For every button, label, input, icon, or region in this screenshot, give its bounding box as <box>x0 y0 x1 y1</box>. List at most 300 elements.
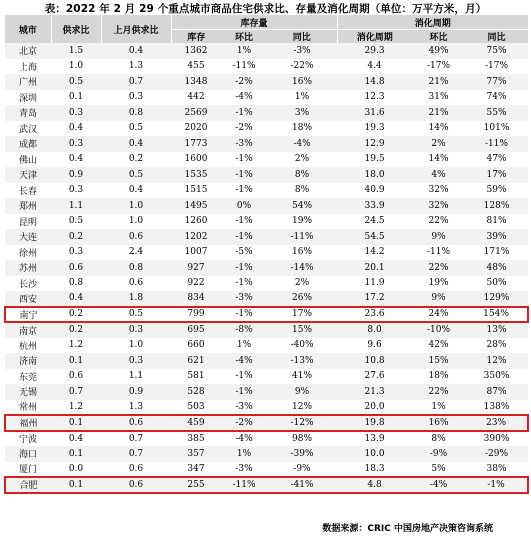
cycle-yoy-cell: 154% <box>465 307 528 323</box>
table-title: 表：2022 年 2 月 29 个重点城市商品住宅供求比、存量及消化周期（单位：万平方米，月） <box>44 3 487 15</box>
cycle-mom-cell: 32% <box>412 183 465 199</box>
header-inventory-group: 库存量 <box>171 15 337 30</box>
table-row <box>5 322 528 338</box>
cycle-cell: 4.8 <box>337 477 412 493</box>
cycle-cell: 19.5 <box>337 152 412 168</box>
cycle-mom-cell: 9% <box>412 291 465 307</box>
inventory-cell: 1495 <box>171 198 221 214</box>
inventory-mom-cell: -1% <box>221 105 267 121</box>
cycle-mom-cell: -11% <box>412 245 465 261</box>
last-month-cell: 0.5 <box>101 167 171 183</box>
city-cell: 深圳 <box>5 90 51 106</box>
inventory-mom-cell: 1% <box>221 338 267 354</box>
cycle-cell: 10.8 <box>337 353 412 369</box>
inventory-yoy-cell: 18% <box>267 121 337 137</box>
inventory-cell: 1348 <box>171 74 221 90</box>
table-row <box>5 198 528 214</box>
last-month-cell: 0.6 <box>101 477 171 493</box>
supply-demand-cell: 0.3 <box>51 245 101 261</box>
table-row <box>5 74 528 90</box>
cycle-yoy-cell: 47% <box>465 152 528 168</box>
inventory-cell: 442 <box>171 90 221 106</box>
table-row-highlighted <box>5 415 528 431</box>
supply-demand-cell: 0.6 <box>51 260 101 276</box>
inventory-yoy-cell: 17% <box>267 307 337 323</box>
inventory-mom-cell: -11% <box>221 477 267 493</box>
cycle-mom-cell: 32% <box>412 198 465 214</box>
inventory-yoy-cell: 16% <box>267 74 337 90</box>
supply-demand-cell: 0.1 <box>51 90 101 106</box>
cycle-cell: 40.9 <box>337 183 412 199</box>
city-cell: 成都 <box>5 136 51 152</box>
supply-demand-cell: 0.6 <box>51 369 101 385</box>
cycle-cell: 14.8 <box>337 74 412 90</box>
cycle-mom-cell: 16% <box>412 415 465 431</box>
inventory-yoy-cell: 15% <box>267 322 337 338</box>
cycle-yoy-cell: 75% <box>465 43 528 59</box>
cycle-mom-cell: 21% <box>412 74 465 90</box>
inventory-yoy-cell: -22% <box>267 59 337 75</box>
cycle-yoy-cell: 101% <box>465 121 528 137</box>
inventory-mom-cell: 0% <box>221 198 267 214</box>
city-cell: 大连 <box>5 229 51 245</box>
cycle-cell: 19.3 <box>337 121 412 137</box>
city-cell: 无锡 <box>5 384 51 400</box>
inventory-yoy-cell: -14% <box>267 260 337 276</box>
inventory-cell: 2020 <box>171 121 221 137</box>
inventory-yoy-cell: 2% <box>267 276 337 292</box>
inventory-mom-cell: -8% <box>221 322 267 338</box>
city-cell: 长春 <box>5 183 51 199</box>
cycle-mom-cell: 4% <box>412 167 465 183</box>
cycle-yoy-cell: 138% <box>465 400 528 416</box>
table-row <box>5 43 528 59</box>
table-row <box>5 338 528 354</box>
city-cell: 苏州 <box>5 260 51 276</box>
cycle-yoy-cell: 59% <box>465 183 528 199</box>
header-supply-demand: 供求比 <box>51 15 101 43</box>
inventory-yoy-cell: 2% <box>267 152 337 168</box>
cycle-cell: 12.9 <box>337 136 412 152</box>
cycle-yoy-cell: 390% <box>465 431 528 447</box>
inventory-cell: 922 <box>171 276 221 292</box>
cycle-yoy-cell: 50% <box>465 276 528 292</box>
inventory-yoy-cell: 9% <box>267 384 337 400</box>
supply-demand-cell: 1.1 <box>51 198 101 214</box>
supply-demand-cell: 0.1 <box>51 415 101 431</box>
inventory-mom-cell: -3% <box>221 136 267 152</box>
cycle-cell: 23.6 <box>337 307 412 323</box>
last-month-cell: 1.0 <box>101 338 171 354</box>
inventory-mom-cell: -3% <box>221 291 267 307</box>
last-month-cell: 0.8 <box>101 105 171 121</box>
inventory-yoy-cell: 26% <box>267 291 337 307</box>
cycle-mom-cell: 2% <box>412 136 465 152</box>
supply-demand-cell: 1.2 <box>51 400 101 416</box>
cycle-mom-cell: 49% <box>412 43 465 59</box>
cycle-yoy-cell: 171% <box>465 245 528 261</box>
city-cell: 南宁 <box>5 307 51 323</box>
cycle-yoy-cell: 13% <box>465 322 528 338</box>
city-cell: 海口 <box>5 446 51 462</box>
inventory-mom-cell: -11% <box>221 59 267 75</box>
cycle-mom-cell: 21% <box>412 105 465 121</box>
supply-demand-cell: 0.1 <box>51 477 101 493</box>
inventory-yoy-cell: -11% <box>267 229 337 245</box>
city-cell: 南京 <box>5 322 51 338</box>
cycle-cell: 9.6 <box>337 338 412 354</box>
last-month-cell: 0.5 <box>101 307 171 323</box>
inventory-cell: 528 <box>171 384 221 400</box>
last-month-cell: 0.3 <box>101 322 171 338</box>
inventory-mom-cell: -1% <box>221 276 267 292</box>
table-row <box>5 152 528 168</box>
cycle-cell: 8.0 <box>337 322 412 338</box>
cycle-mom-cell: 22% <box>412 214 465 230</box>
last-month-cell: 0.7 <box>101 74 171 90</box>
city-cell: 上海 <box>5 59 51 75</box>
cycle-yoy-cell: 39% <box>465 229 528 245</box>
table-row <box>5 353 528 369</box>
inventory-yoy-cell: 54% <box>267 198 337 214</box>
inventory-mom-cell: 1% <box>221 446 267 462</box>
inventory-cell: 660 <box>171 338 221 354</box>
last-month-cell: 0.3 <box>101 90 171 106</box>
inventory-mom-cell: -1% <box>221 183 267 199</box>
city-cell: 长沙 <box>5 276 51 292</box>
cycle-yoy-cell: 128% <box>465 198 528 214</box>
cycle-yoy-cell: 17% <box>465 167 528 183</box>
inventory-cell: 385 <box>171 431 221 447</box>
city-cell: 青岛 <box>5 105 51 121</box>
table-row <box>5 90 528 106</box>
supply-demand-cell: 0.1 <box>51 353 101 369</box>
inventory-cell: 459 <box>171 415 221 431</box>
header-inventory-mom: 环比 <box>221 30 267 44</box>
inventory-cell: 927 <box>171 260 221 276</box>
inventory-cell: 1260 <box>171 214 221 230</box>
inventory-cell: 1202 <box>171 229 221 245</box>
inventory-cell: 581 <box>171 369 221 385</box>
inventory-yoy-cell: 19% <box>267 214 337 230</box>
last-month-cell: 1.0 <box>101 214 171 230</box>
cycle-mom-cell: 22% <box>412 384 465 400</box>
table-row <box>5 214 528 230</box>
cycle-cell: 33.9 <box>337 198 412 214</box>
cycle-cell: 12.3 <box>337 90 412 106</box>
inventory-cell: 2569 <box>171 105 221 121</box>
cycle-yoy-cell: 87% <box>465 384 528 400</box>
table-row-highlighted <box>5 307 528 323</box>
last-month-cell: 0.4 <box>101 136 171 152</box>
cycle-yoy-cell: 77% <box>465 74 528 90</box>
inventory-yoy-cell: 3% <box>267 105 337 121</box>
inventory-mom-cell: -1% <box>221 307 267 323</box>
inventory-cell: 357 <box>171 446 221 462</box>
inventory-yoy-cell: -40% <box>267 338 337 354</box>
last-month-cell: 1.8 <box>101 291 171 307</box>
last-month-cell: 0.3 <box>101 353 171 369</box>
table-row <box>5 384 528 400</box>
header-inventory: 库存 <box>171 30 221 44</box>
last-month-cell: 0.8 <box>101 260 171 276</box>
last-month-cell: 0.4 <box>101 183 171 199</box>
cycle-yoy-cell: 48% <box>465 260 528 276</box>
cycle-cell: 20.0 <box>337 400 412 416</box>
cycle-yoy-cell: -17% <box>465 59 528 75</box>
supply-demand-cell: 0.1 <box>51 446 101 462</box>
last-month-cell: 0.4 <box>101 43 171 59</box>
supply-demand-cell: 0.2 <box>51 322 101 338</box>
cycle-yoy-cell: 74% <box>465 90 528 106</box>
last-month-cell: 0.6 <box>101 415 171 431</box>
table-row <box>5 369 528 385</box>
cycle-mom-cell: -10% <box>412 322 465 338</box>
cycle-yoy-cell: -29% <box>465 446 528 462</box>
city-cell: 郑州 <box>5 198 51 214</box>
inventory-cell: 1515 <box>171 183 221 199</box>
last-month-cell: 0.5 <box>101 121 171 137</box>
inventory-cell: 255 <box>171 477 221 493</box>
inventory-yoy-cell: 16% <box>267 245 337 261</box>
cycle-mom-cell: 22% <box>412 260 465 276</box>
supply-demand-cell: 0.3 <box>51 183 101 199</box>
cycle-cell: 18.3 <box>337 462 412 478</box>
header-city: 城市 <box>5 15 51 43</box>
table-row <box>5 462 528 478</box>
table-row <box>5 431 528 447</box>
last-month-cell: 0.9 <box>101 384 171 400</box>
cycle-yoy-cell: 350% <box>465 369 528 385</box>
city-cell: 济南 <box>5 353 51 369</box>
inventory-yoy-cell: -13% <box>267 353 337 369</box>
inventory-mom-cell: -1% <box>221 152 267 168</box>
inventory-yoy-cell: 8% <box>267 167 337 183</box>
city-cell: 合肥 <box>5 477 51 493</box>
inventory-yoy-cell: 41% <box>267 369 337 385</box>
cycle-cell: 21.3 <box>337 384 412 400</box>
last-month-cell: 1.3 <box>101 59 171 75</box>
inventory-mom-cell: -4% <box>221 353 267 369</box>
city-cell: 东莞 <box>5 369 51 385</box>
cycle-cell: 18.0 <box>337 167 412 183</box>
inventory-mom-cell: -4% <box>221 431 267 447</box>
supply-demand-cell: 0.3 <box>51 136 101 152</box>
cycle-yoy-cell: 55% <box>465 105 528 121</box>
inventory-cell: 1007 <box>171 245 221 261</box>
inventory-cell: 347 <box>171 462 221 478</box>
header-cycle-yoy: 同比 <box>465 30 528 44</box>
inventory-yoy-cell: -41% <box>267 477 337 493</box>
cycle-mom-cell: -17% <box>412 59 465 75</box>
table-row <box>5 276 528 292</box>
inventory-mom-cell: -2% <box>221 415 267 431</box>
cycle-yoy-cell: 23% <box>465 415 528 431</box>
inventory-mom-cell: -3% <box>221 400 267 416</box>
table-row <box>5 291 528 307</box>
city-cell: 杭州 <box>5 338 51 354</box>
table-row <box>5 229 528 245</box>
cycle-cell: 54.5 <box>337 229 412 245</box>
cycle-mom-cell: 1% <box>412 400 465 416</box>
cycle-yoy-cell: 81% <box>465 214 528 230</box>
last-month-cell: 0.6 <box>101 276 171 292</box>
inventory-mom-cell: 1% <box>221 43 267 59</box>
supply-demand-cell: 0.2 <box>51 307 101 323</box>
cycle-cell: 13.9 <box>337 431 412 447</box>
cycle-cell: 24.5 <box>337 214 412 230</box>
cycle-cell: 11.9 <box>337 276 412 292</box>
inventory-cell: 834 <box>171 291 221 307</box>
inventory-mom-cell: -2% <box>221 121 267 137</box>
last-month-cell: 0.7 <box>101 446 171 462</box>
city-cell: 昆明 <box>5 214 51 230</box>
city-cell: 宁波 <box>5 431 51 447</box>
cycle-cell: 14.2 <box>337 245 412 261</box>
table-row <box>5 260 528 276</box>
inventory-cell: 1773 <box>171 136 221 152</box>
inventory-cell: 1362 <box>171 43 221 59</box>
cycle-cell: 20.1 <box>337 260 412 276</box>
city-cell: 西安 <box>5 291 51 307</box>
city-cell: 北京 <box>5 43 51 59</box>
cycle-cell: 10.0 <box>337 446 412 462</box>
cycle-yoy-cell: 28% <box>465 338 528 354</box>
last-month-cell: 2.4 <box>101 245 171 261</box>
data-table <box>4 15 529 494</box>
inventory-mom-cell: -5% <box>221 245 267 261</box>
inventory-mom-cell: -2% <box>221 74 267 90</box>
inventory-mom-cell: -1% <box>221 167 267 183</box>
inventory-yoy-cell: -9% <box>267 462 337 478</box>
cycle-cell: 31.6 <box>337 105 412 121</box>
inventory-yoy-cell: 8% <box>267 183 337 199</box>
cycle-yoy-cell: -11% <box>465 136 528 152</box>
city-cell: 武汉 <box>5 121 51 137</box>
cycle-yoy-cell: -1% <box>465 477 528 493</box>
cycle-mom-cell: -9% <box>412 446 465 462</box>
cycle-mom-cell: 5% <box>412 462 465 478</box>
cycle-cell: 29.3 <box>337 43 412 59</box>
table-row <box>5 446 528 462</box>
city-cell: 厦门 <box>5 462 51 478</box>
table-row <box>5 167 528 183</box>
header-inventory-yoy: 同比 <box>267 30 337 44</box>
inventory-cell: 455 <box>171 59 221 75</box>
inventory-mom-cell: -1% <box>221 229 267 245</box>
header-last-month: 上月供求比 <box>101 15 171 43</box>
supply-demand-cell: 1.0 <box>51 59 101 75</box>
inventory-cell: 799 <box>171 307 221 323</box>
inventory-mom-cell: -1% <box>221 260 267 276</box>
inventory-yoy-cell: -4% <box>267 136 337 152</box>
supply-demand-cell: 0.5 <box>51 214 101 230</box>
supply-demand-cell: 0.4 <box>51 431 101 447</box>
supply-demand-cell: 0.9 <box>51 167 101 183</box>
city-cell: 天津 <box>5 167 51 183</box>
cycle-mom-cell: -4% <box>412 477 465 493</box>
supply-demand-cell: 0.8 <box>51 276 101 292</box>
inventory-yoy-cell: 12% <box>267 400 337 416</box>
cycle-yoy-cell: 129% <box>465 291 528 307</box>
table-row <box>5 105 528 121</box>
cycle-cell: 17.2 <box>337 291 412 307</box>
inventory-cell: 1535 <box>171 167 221 183</box>
supply-demand-cell: 0.4 <box>51 152 101 168</box>
inventory-mom-cell: -1% <box>221 384 267 400</box>
inventory-cell: 503 <box>171 400 221 416</box>
supply-demand-cell: 0.5 <box>51 74 101 90</box>
inventory-yoy-cell: 1% <box>267 90 337 106</box>
inventory-mom-cell: -4% <box>221 90 267 106</box>
cycle-cell: 27.6 <box>337 369 412 385</box>
inventory-cell: 621 <box>171 353 221 369</box>
supply-demand-cell: 0.0 <box>51 462 101 478</box>
city-cell: 徐州 <box>5 245 51 261</box>
inventory-mom-cell: -1% <box>221 369 267 385</box>
supply-demand-cell: 0.4 <box>51 291 101 307</box>
last-month-cell: 0.6 <box>101 229 171 245</box>
cycle-mom-cell: 9% <box>412 229 465 245</box>
last-month-cell: 0.2 <box>101 152 171 168</box>
table-row <box>5 121 528 137</box>
header-cycle: 消化周期 <box>337 30 412 44</box>
inventory-mom-cell: -3% <box>221 462 267 478</box>
supply-demand-cell: 0.2 <box>51 229 101 245</box>
cycle-mom-cell: 42% <box>412 338 465 354</box>
cycle-mom-cell: 14% <box>412 121 465 137</box>
inventory-cell: 695 <box>171 322 221 338</box>
header-cycle-group: 消化周期 <box>337 15 528 30</box>
cycle-mom-cell: 14% <box>412 152 465 168</box>
supply-demand-cell: 0.7 <box>51 384 101 400</box>
table-row-highlighted <box>5 477 528 493</box>
last-month-cell: 1.1 <box>101 369 171 385</box>
inventory-yoy-cell: -3% <box>267 43 337 59</box>
inventory-yoy-cell: 98% <box>267 431 337 447</box>
inventory-cell: 1600 <box>171 152 221 168</box>
cycle-mom-cell: 18% <box>412 369 465 385</box>
inventory-yoy-cell: -39% <box>267 446 337 462</box>
cycle-mom-cell: 24% <box>412 307 465 323</box>
inventory-yoy-cell: -12% <box>267 415 337 431</box>
city-cell: 广州 <box>5 74 51 90</box>
supply-demand-cell: 0.3 <box>51 105 101 121</box>
cycle-yoy-cell: 12% <box>465 353 528 369</box>
cycle-mom-cell: 15% <box>412 353 465 369</box>
inventory-mom-cell: -1% <box>221 214 267 230</box>
city-cell: 佛山 <box>5 152 51 168</box>
city-cell: 福州 <box>5 415 51 431</box>
supply-demand-cell: 0.4 <box>51 121 101 137</box>
cycle-cell: 4.4 <box>337 59 412 75</box>
cycle-yoy-cell: 38% <box>465 462 528 478</box>
table-row <box>5 400 528 416</box>
supply-demand-cell: 1.5 <box>51 43 101 59</box>
cycle-mom-cell: 8% <box>412 431 465 447</box>
data-source: 数据来源：CRIC 中国房地产决策咨询系统 <box>322 524 493 534</box>
last-month-cell: 0.6 <box>101 462 171 478</box>
last-month-cell: 1.3 <box>101 400 171 416</box>
last-month-cell: 0.7 <box>101 431 171 447</box>
table-row <box>5 245 528 261</box>
table-row <box>5 183 528 199</box>
table-row <box>5 59 528 75</box>
cycle-mom-cell: 31% <box>412 90 465 106</box>
cycle-cell: 19.8 <box>337 415 412 431</box>
last-month-cell: 1.0 <box>101 198 171 214</box>
supply-demand-cell: 1.2 <box>51 338 101 354</box>
